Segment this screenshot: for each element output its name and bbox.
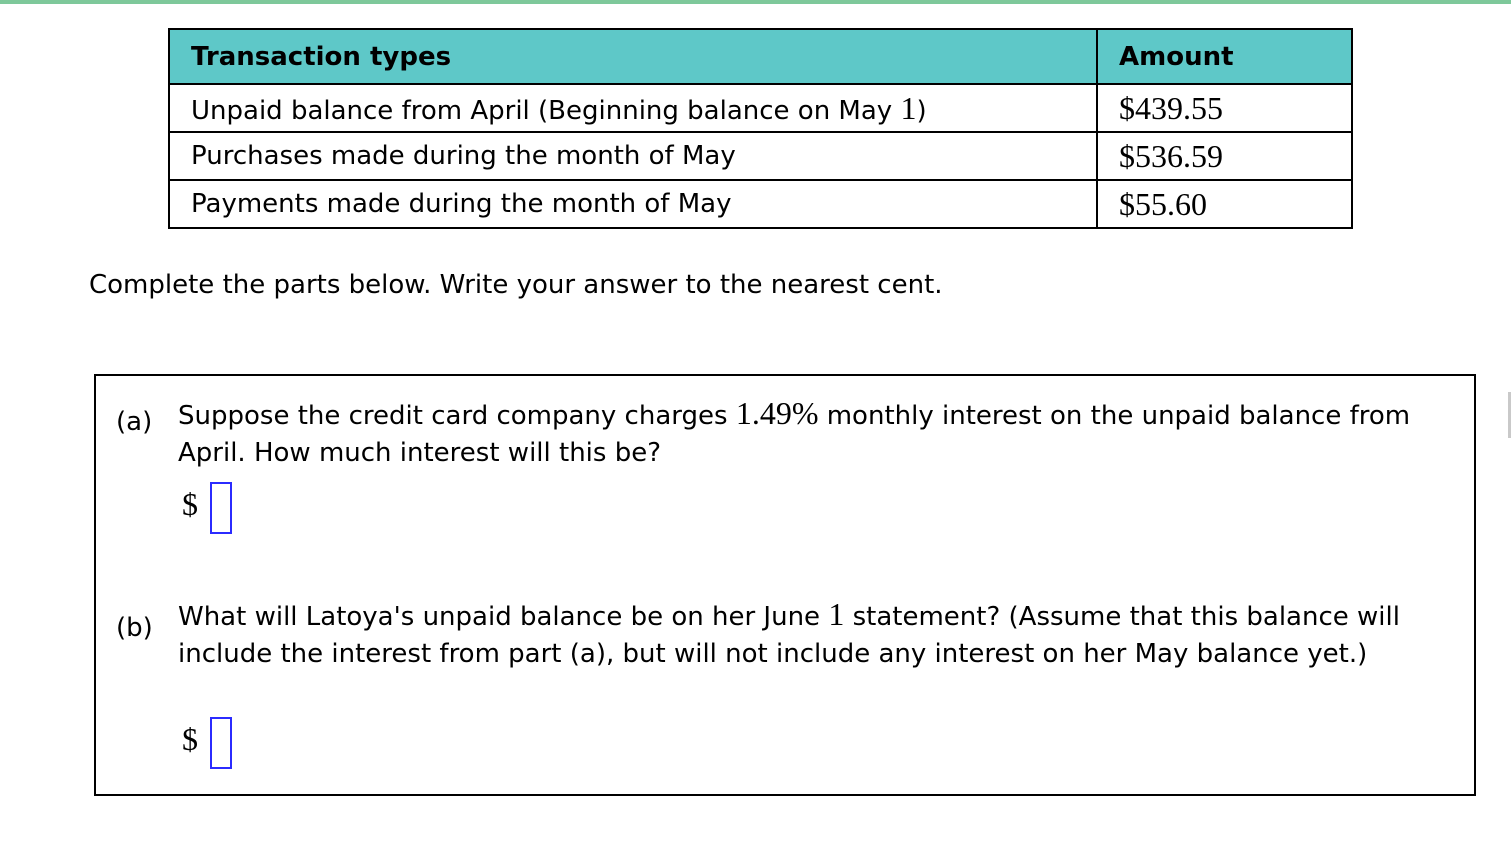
description-number: 1	[900, 89, 917, 126]
part-b-answer-input[interactable]	[210, 717, 232, 769]
transaction-amount: $439.55	[1097, 84, 1352, 132]
top-accent-bar	[0, 0, 1511, 4]
part-a-text-end: monthly interest on the unpaid balance from April. How much interest will this be?	[178, 401, 1411, 468]
dollar-sign: $	[182, 721, 198, 757]
parts-box	[94, 374, 1476, 796]
description-text: Payments made during the month of May	[191, 189, 732, 219]
description-text: Purchases made during the month of May	[191, 141, 736, 171]
column-header-amount: Amount	[1097, 29, 1352, 84]
part-a-question	[178, 395, 1468, 472]
interest-rate: 1.49%	[735, 395, 819, 431]
transaction-description	[169, 180, 1097, 228]
transaction-amount: $536.59	[1097, 132, 1352, 180]
part-a-answer-input[interactable]	[210, 482, 232, 534]
description-text: Unpaid balance from April (Beginning balance on May	[191, 95, 901, 126]
table-row	[169, 84, 1352, 132]
table-row	[169, 132, 1352, 180]
part-a-label: (a)	[116, 407, 153, 437]
table-row	[169, 180, 1352, 228]
transaction-amount: $55.60	[1097, 180, 1352, 228]
dollar-sign: $	[182, 486, 198, 522]
description-text-end: )	[916, 95, 927, 126]
statement-day: 1	[828, 596, 845, 632]
part-b-question	[178, 596, 1468, 673]
transaction-table	[168, 28, 1353, 229]
table-header-row	[169, 29, 1352, 84]
transaction-description	[169, 84, 1097, 132]
part-b-text-end: statement? (Assume that this balance will include the interest from part (a), but will not include any interest on her May balance yet.)	[178, 602, 1400, 669]
part-a-text: Suppose the credit card company charges	[178, 401, 736, 431]
part-b-text: What will Latoya's unpaid balance be on her June	[178, 602, 829, 632]
instructions-text: Complete the parts below. Write your answer to the nearest cent.	[89, 270, 943, 300]
transaction-description	[169, 132, 1097, 180]
column-header-transaction-types: Transaction types	[169, 29, 1097, 84]
part-b-label: (b)	[116, 613, 153, 643]
